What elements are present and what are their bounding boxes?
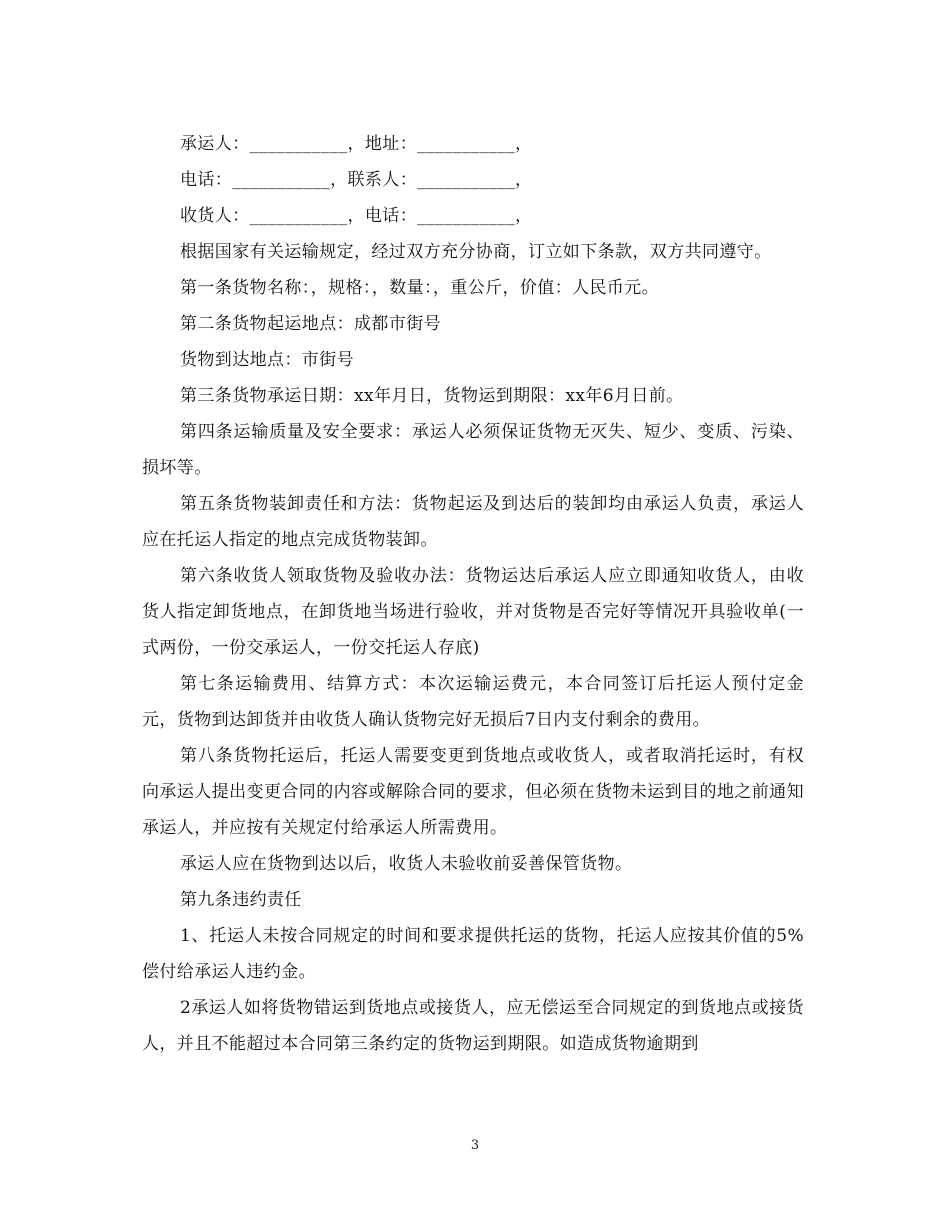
article-7: 第七条运输费用、结算方式：本次运输运费元，本合同签订后托运人预付定金元，货物到达卸货并由收货人确认货物完好无损后7日内支付剩余的费用。: [142, 674, 804, 730]
article-9-clause-1: 1、托运人未按合同规定的时间和要求提供托运的货物，托运人应按其价值的5%偿付给承运人违约金。: [142, 926, 804, 982]
paragraph-phone-contact: 电话：___________，联系人：___________，: [180, 170, 533, 190]
paragraph-consignee: 收货人：___________，电话：___________，: [180, 206, 533, 226]
article-8: 第八条货物托运后，托运人需要变更到货地点或收货人，或者取消托运时，有权向承运人提出变更合同的内容或解除合同的要求，但必须在货物未运到目的地之前通知承运人，并应按有关规定付给承运人所需费用。: [142, 746, 804, 838]
paragraph-carrier: 承运人：___________，地址：___________，: [180, 134, 533, 154]
paragraph-preamble: 根据国家有关运输规定，经过双方充分协商，订立如下条款，双方共同遵守。: [180, 242, 772, 262]
document-body: [142, 126, 804, 1062]
article-9-heading: 第九条违约责任: [180, 890, 302, 910]
page-number: 3: [470, 1138, 480, 1153]
article-2: 第二条货物起运地点：成都市街号: [180, 314, 441, 334]
article-2-destination: 货物到达地点：市街号: [180, 350, 354, 370]
article-6: 第六条收货人领取货物及验收办法：货物运达后承运人应立即通知收货人，由收货人指定卸货地点，在卸货地当场进行验收，并对货物是否完好等情况开具验收单(一式两份，一份交承运人，一份交托运人存底): [142, 566, 804, 658]
article-9-clause-2: 2承运人如将货物错运到货地点或接货人，应无偿运至合同规定的到货地点或接货人，并且不能超过本合同第三条约定的货物运到期限。如造成货物逾期到: [142, 998, 804, 1054]
article-5: 第五条货物装卸责任和方法：货物起运及到达后的装卸均由承运人负责，承运人应在托运人指定的地点完成货物装卸。: [142, 494, 804, 550]
article-3: 第三条货物承运日期：xx年月日，货物运到期限：xx年6月日前。: [180, 386, 684, 406]
article-8-custody: 承运人应在货物到达以后，收货人未验收前妥善保管货物。: [180, 854, 633, 874]
article-1: 第一条货物名称：，规格：，数量：，重公斤，价值：人民币元。: [180, 278, 660, 298]
article-4: 第四条运输质量及安全要求：承运人必须保证货物无灭失、短少、变质、污染、损坏等。: [142, 422, 804, 478]
